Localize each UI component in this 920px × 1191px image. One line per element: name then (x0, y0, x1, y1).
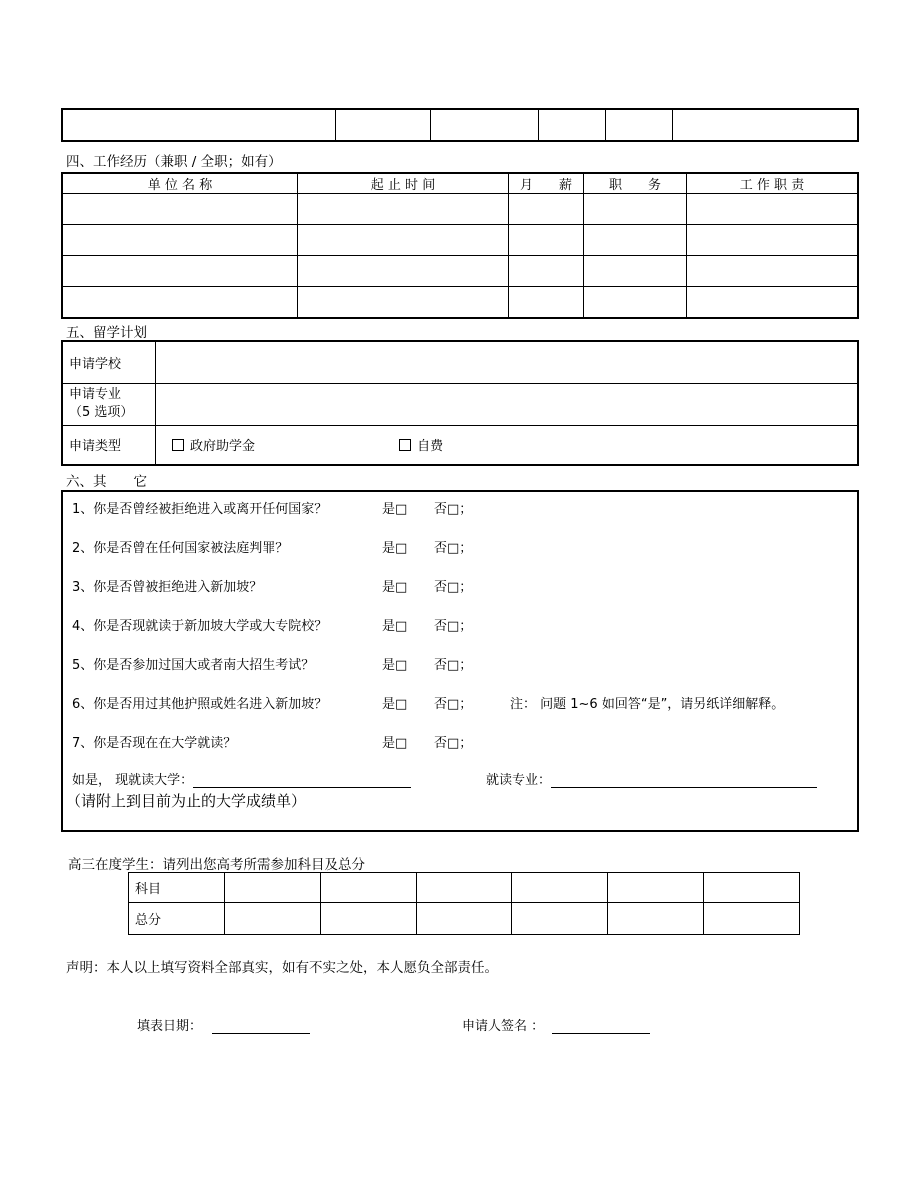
row-score-label: 总分 (129, 903, 225, 935)
current-major-input[interactable] (551, 773, 817, 788)
q4-no[interactable]: 否□； (434, 619, 473, 634)
signature-input[interactable] (552, 1019, 650, 1034)
partial-cell[interactable] (431, 109, 539, 141)
type-options (156, 425, 859, 465)
work-cell[interactable] (298, 194, 509, 225)
current-major-label: 就读专业： (486, 773, 552, 788)
other-questions-box (61, 490, 859, 832)
study-plan-table (61, 340, 859, 466)
work-cell[interactable] (584, 194, 687, 225)
work-cell[interactable] (584, 225, 687, 256)
question-7: 7、你是否现在在大学就读？ (72, 736, 237, 751)
score-cell[interactable] (416, 903, 512, 935)
work-cell[interactable] (509, 256, 584, 287)
signature-label: 申请人签名 ： (462, 1019, 545, 1034)
score-cell[interactable] (704, 903, 800, 935)
subject-cell[interactable] (320, 873, 416, 903)
question-5: 5、你是否参加过国大或者南大招生考试？ (72, 658, 315, 673)
q2-yes[interactable]: 是□ (382, 541, 408, 556)
work-cell[interactable] (509, 225, 584, 256)
option-self[interactable] (399, 439, 443, 454)
explanation-note: 注： 问题 1~6 如回答“是”，请另纸详细解释。 (510, 697, 785, 712)
q5-yes[interactable]: 是□ (382, 658, 408, 673)
checkbox-icon[interactable] (172, 439, 184, 451)
subject-cell[interactable] (416, 873, 512, 903)
work-cell[interactable] (298, 225, 509, 256)
q1-yes[interactable]: 是□ (382, 502, 408, 517)
option-gov-label: 政府助学金 (190, 439, 256, 455)
partial-cell[interactable] (62, 109, 336, 141)
type-label: 申请类型 (62, 425, 156, 465)
section-5-title: 五、留学计划 (66, 325, 147, 341)
work-cell[interactable] (298, 256, 509, 287)
option-gov[interactable] (172, 439, 255, 454)
major-input[interactable] (156, 383, 859, 425)
work-cell[interactable] (687, 225, 859, 256)
partial-cell[interactable] (606, 109, 673, 141)
work-cell[interactable] (509, 194, 584, 225)
work-history-table (61, 172, 859, 319)
subject-cell[interactable] (512, 873, 608, 903)
gaokao-table (128, 872, 800, 935)
attach-transcript-note: （请附上到目前为止的大学成绩单） (66, 792, 307, 810)
subject-cell[interactable] (704, 873, 800, 903)
subject-cell[interactable] (608, 873, 704, 903)
question-1: 1、你是否曾经被拒绝进入或离开任何国家？ (72, 502, 328, 517)
work-cell[interactable] (584, 256, 687, 287)
major-label (62, 383, 156, 425)
header-salary: 月 薪 (509, 173, 584, 194)
header-period: 起 止 时 间 (298, 173, 509, 194)
major-label-line1: 申请专业 (69, 387, 122, 402)
school-input[interactable] (156, 341, 859, 383)
score-cell[interactable] (225, 903, 321, 935)
work-cell[interactable] (687, 256, 859, 287)
option-self-label: 自费 (417, 439, 444, 455)
section-4-title: 四、工作经历（兼职 / 全职；如有） (66, 154, 282, 170)
work-cell[interactable] (62, 194, 298, 225)
current-univ-label: 如是， 现就读大学： (72, 773, 194, 788)
current-major-row (486, 769, 817, 788)
q6-no[interactable]: 否□； (434, 697, 473, 712)
date-label: 填表日期： (137, 1019, 203, 1034)
question-6: 6、你是否用过其他护照或姓名进入新加坡？ (72, 697, 328, 712)
work-cell[interactable] (298, 287, 509, 318)
work-cell[interactable] (62, 287, 298, 318)
header-company: 单 位 名 称 (62, 173, 298, 194)
partial-cell[interactable] (673, 109, 859, 141)
work-cell[interactable] (687, 194, 859, 225)
declaration: 声明：本人以上填写资料全部真实，如有不实之处，本人愿负全部责任。 (66, 960, 498, 976)
q6-yes[interactable]: 是□ (382, 697, 408, 712)
score-cell[interactable] (320, 903, 416, 935)
major-label-line2: （5 选项） (69, 405, 134, 420)
question-3: 3、你是否曾被拒绝进入新加坡？ (72, 580, 263, 595)
q4-yes[interactable]: 是□ (382, 619, 408, 634)
signature-row (462, 1015, 650, 1034)
score-cell[interactable] (608, 903, 704, 935)
checkbox-icon[interactable] (399, 439, 411, 451)
partial-cell[interactable] (336, 109, 431, 141)
section-6-title: 六、其 它 (66, 474, 147, 490)
current-univ-input[interactable] (193, 773, 411, 788)
q2-no[interactable]: 否□； (434, 541, 473, 556)
q7-no[interactable]: 否□； (434, 736, 473, 751)
q3-yes[interactable]: 是□ (382, 580, 408, 595)
row-subject-label: 科目 (129, 873, 225, 903)
question-2: 2、你是否曾在任何国家被法庭判罪？ (72, 541, 289, 556)
current-univ-row (72, 769, 411, 788)
header-duties: 工 作 职 责 (687, 173, 859, 194)
work-cell[interactable] (509, 287, 584, 318)
q3-no[interactable]: 否□； (434, 580, 473, 595)
work-cell[interactable] (584, 287, 687, 318)
school-label: 申请学校 (62, 341, 156, 383)
score-cell[interactable] (512, 903, 608, 935)
question-4: 4、你是否现就读于新加坡大学或大专院校？ (72, 619, 328, 634)
q1-no[interactable]: 否□； (434, 502, 473, 517)
work-cell[interactable] (62, 256, 298, 287)
header-position: 职 务 (584, 173, 687, 194)
work-cell[interactable] (62, 225, 298, 256)
subject-cell[interactable] (225, 873, 321, 903)
q5-no[interactable]: 否□； (434, 658, 473, 673)
q7-yes[interactable]: 是□ (382, 736, 408, 751)
date-row (137, 1015, 310, 1034)
gaokao-title: 高三在度学生：请列出您高考所需参加科目及总分 (68, 857, 365, 873)
date-input[interactable] (212, 1019, 310, 1034)
partial-cell[interactable] (539, 109, 606, 141)
work-cell[interactable] (687, 287, 859, 318)
top-partial-table (61, 108, 859, 142)
